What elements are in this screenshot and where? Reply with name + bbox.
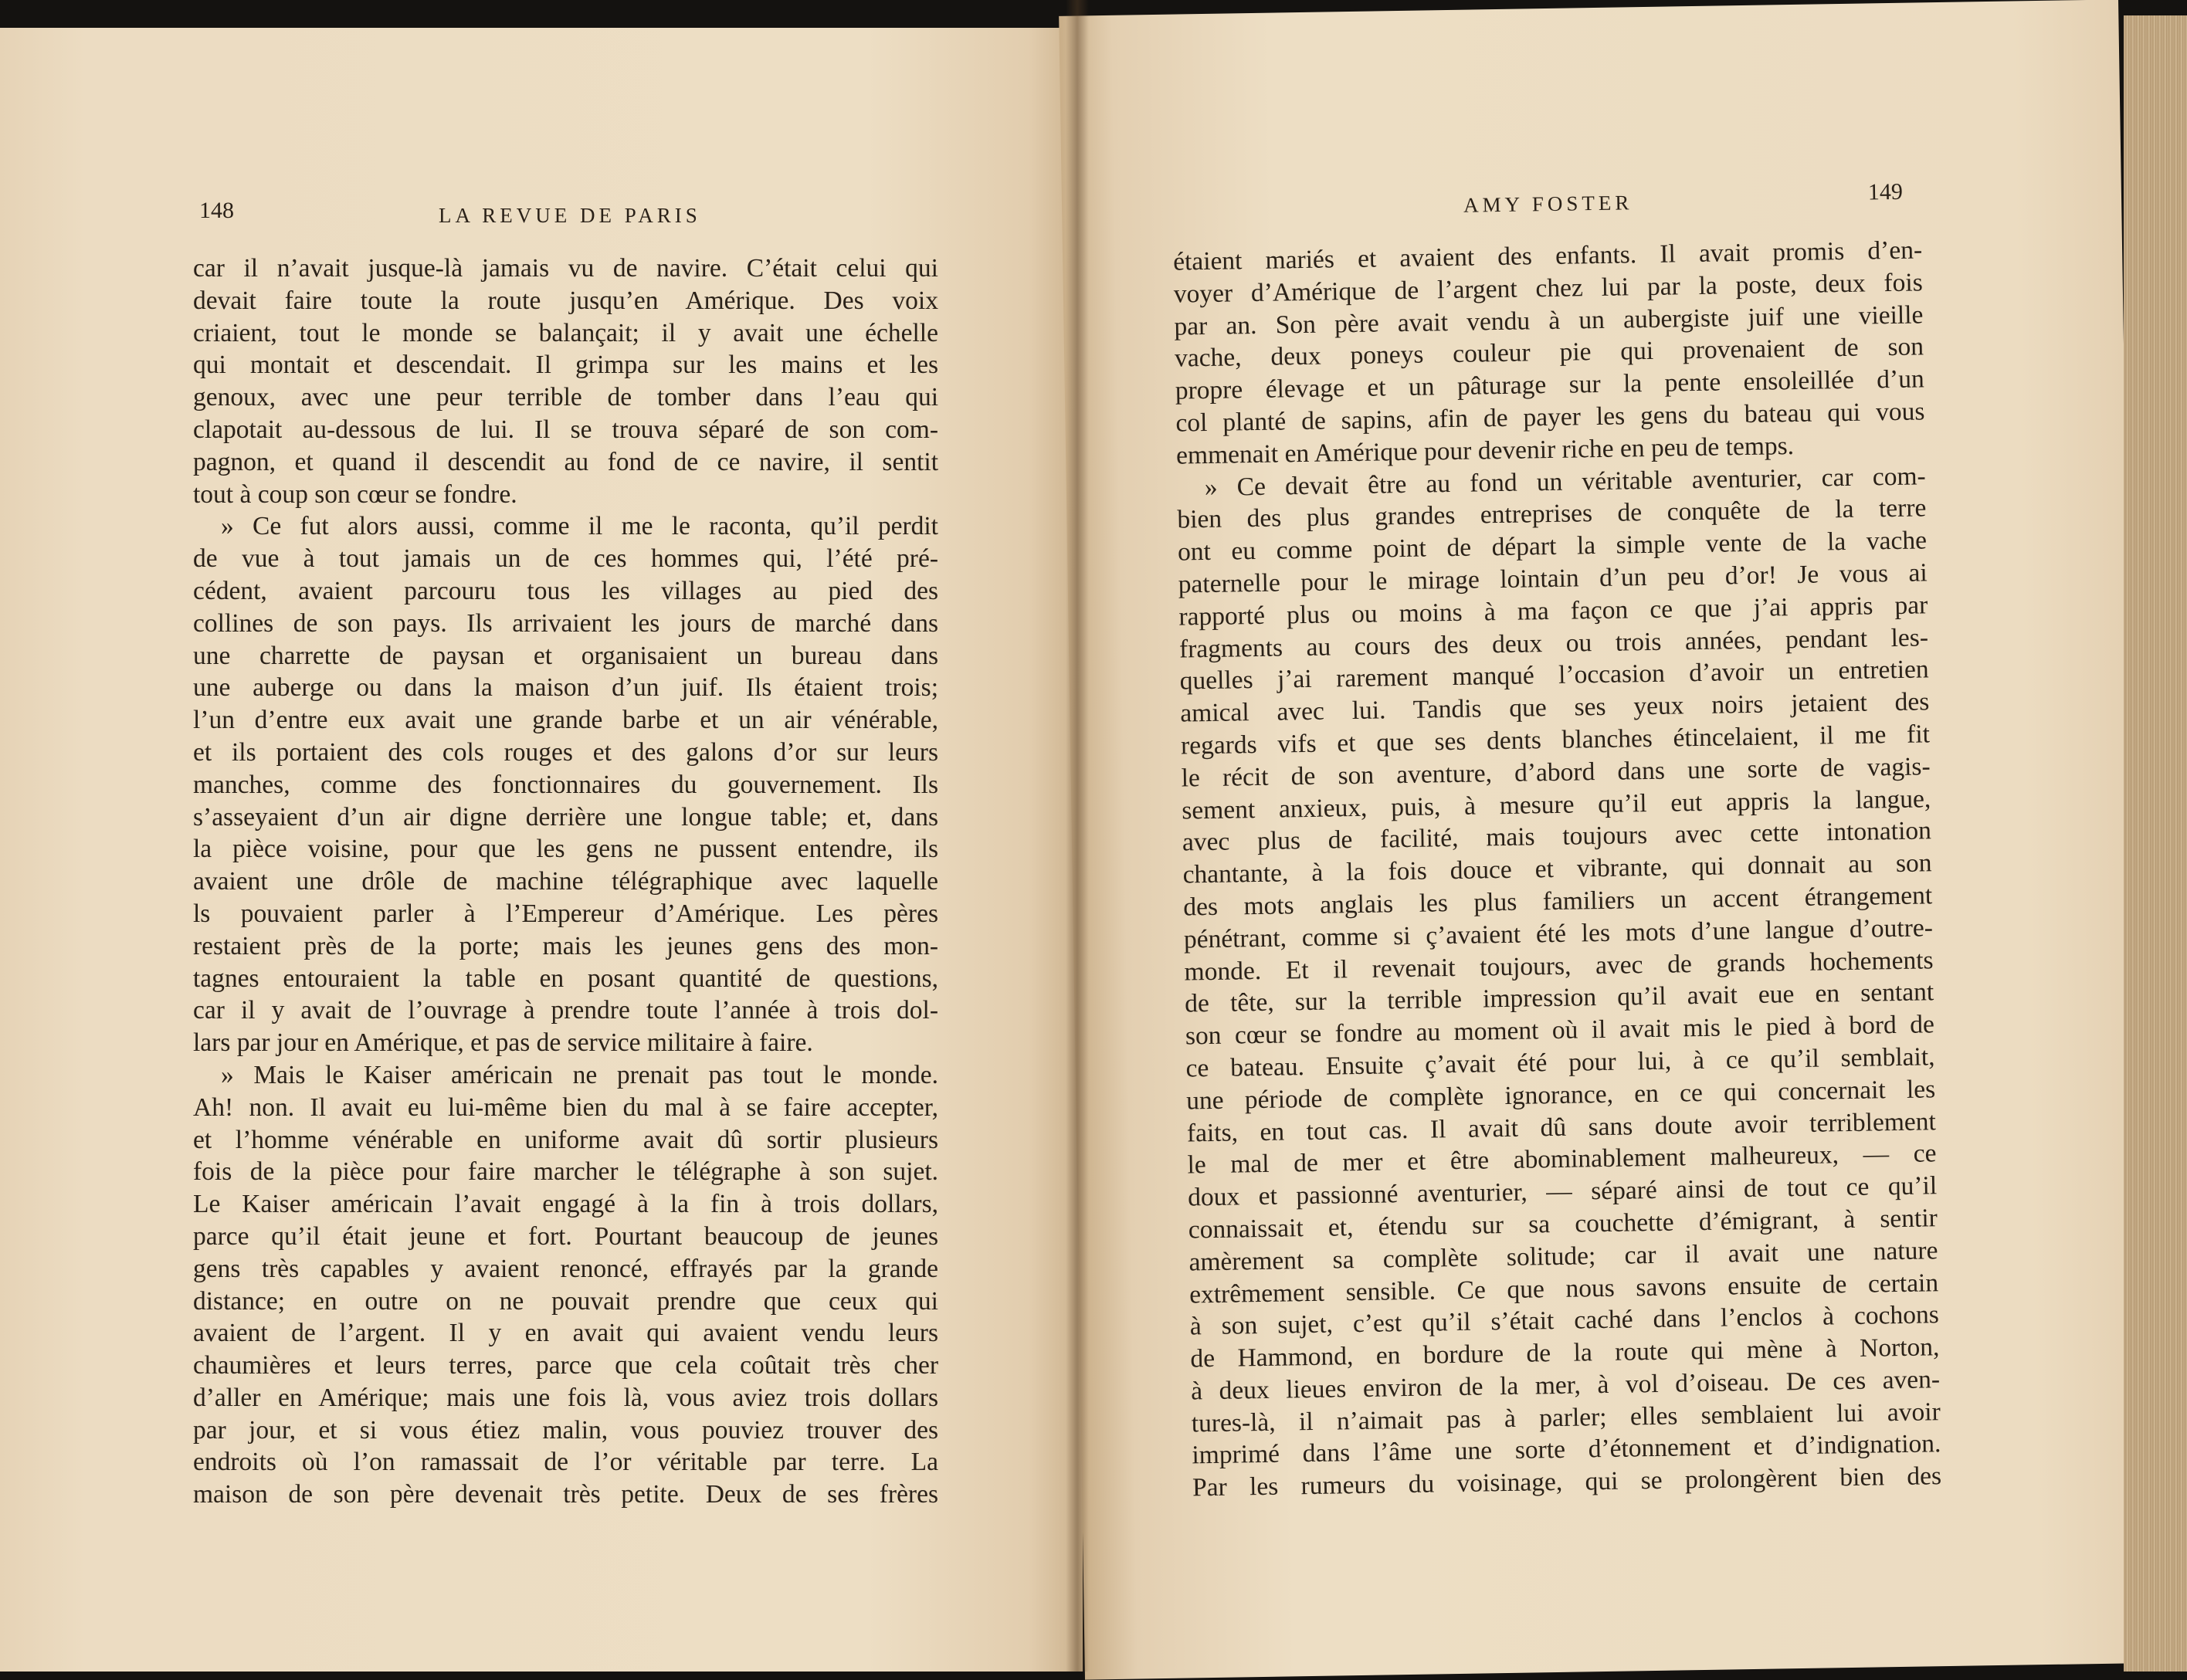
text-line: endroits où l’on ramassait de l’or véritable par terre. La — [193, 1448, 938, 1477]
text-line: s’asseyaient d’un air digne derrière une longue table; et, dans — [193, 802, 938, 832]
text-line: ls pouvaient parler à l’Empereur d’Amérique. Les pères — [193, 899, 938, 928]
text-line: cédent, avaient parcouru tous les villages au pied des — [193, 576, 938, 605]
text-line: propre élevage et un pâturage sur la pente ensoleillée d’un — [1175, 364, 1924, 405]
text-line: paternelle pour le mirage lointain d’un peu d’or! Je vous ai — [1178, 558, 1928, 599]
text-line: pagnon, et quand il descendit au fond de ce navire, il sentit — [193, 447, 938, 476]
text-line: gens très capables y avaient renoncé, effrayés par la grande — [193, 1254, 938, 1283]
text-line: genoux, avec une peur terrible de tomber dans l’eau qui — [193, 383, 938, 412]
text-line: devait faire toute la route jusqu’en Amérique. Des voix — [193, 286, 938, 315]
text-line: à son sujet, c’est qu’il s’était caché dans l’enclos à cochons — [1189, 1300, 1940, 1341]
text-line: vache, deux poneys couleur pie qui provenaient de son — [1174, 332, 1924, 373]
running-head: AMY FOSTER — [1463, 191, 1633, 217]
text-line: regards vifs et que ses dents blanches étincelaient, il me fit — [1180, 720, 1931, 760]
text-line: Par les rumeurs du voisinage, qui se prolongèrent bien des — [1192, 1462, 1942, 1502]
text-line: tures-là, il n’aimait pas à parler; elles semblaient lui avoir — [1191, 1397, 1941, 1438]
text-line: tagnes entouraient la table en posant quantité de questions, — [193, 964, 938, 993]
text-line: avaient de l’argent. Il y en avait qui avaient vendu leurs — [193, 1319, 938, 1348]
text-line: chaumières et leurs terres, parce que cela coûtait très cher — [193, 1351, 938, 1380]
text-line: parce qu’il était jeune et fort. Pourtant beaucoup de jeunes — [193, 1221, 938, 1251]
text-line: et l’homme vénérable en uniforme avait dû sortir plusieurs — [193, 1125, 938, 1154]
text-line: » Ce devait être au fond un véritable aventurier, car com- — [1204, 461, 1926, 502]
book-gutter — [1066, 0, 1089, 1672]
text-line: » Mais le Kaiser américain ne prenait pas tout le monde. — [221, 1060, 938, 1089]
text-line: étaient mariés et avaient des enfants. Il avait promis d’en- — [1172, 235, 1923, 276]
text-line: amical avec lui. Tandis que ses yeux noirs jetaient des — [1180, 687, 1930, 728]
text-line: et ils portaient des cols rouges et des galons d’or sur leurs — [193, 737, 938, 767]
text-line: criaient, tout le monde se balançait; il y avait une échelle — [193, 318, 938, 347]
text-line: connaissait et, étendu sur sa couchette d’émigrant, à sentir — [1188, 1204, 1938, 1245]
text-line: amèrement sa complète solitude; car il avait une nature — [1188, 1235, 1938, 1277]
text-line: de vue à tout jamais un de ces hommes qui, l’été pré- — [193, 544, 938, 574]
text-line: chantante, à la fois douce et vibrante, qui donnait au son — [1182, 848, 1932, 889]
text-line: Ah! non. Il avait eu lui-même bien du mal à se faire accepter, — [193, 1092, 938, 1122]
left-page — [0, 28, 1083, 1672]
text-line: car il n’avait jusque-là jamais vu de navire. C’était celui qui — [193, 254, 938, 283]
text-line: pénétrant, comme si ç’avaient été les mots d’une langue d’outre- — [1183, 913, 1934, 954]
text-line: extrêmement sensible. Ce que nous savons ensuite de certain — [1188, 1268, 1939, 1309]
text-line: de tête, sur la terrible impression qu’il avait eue en sentant — [1184, 977, 1934, 1018]
body-text — [1173, 234, 1941, 1504]
text-line: le récit de son aventure, d’abord dans une sorte de vagis- — [1181, 752, 1931, 793]
text-line: Le Kaiser américain l’avait engagé à la fin à trois dollars, — [193, 1190, 938, 1219]
text-line: fois de la pièce pour faire marcher le télégraphe à son sujet. — [193, 1157, 938, 1187]
text-line: qui montait et descendait. Il grimpa sur les mains et les — [193, 351, 938, 380]
text-line: sement anxieux, puis, à mesure qu’il eut appris la langue, — [1182, 784, 1931, 825]
text-line: avec plus de facilité, mais toujours avec cette intonation — [1182, 816, 1932, 857]
text-line: une charrette de paysan et organisaient un bureau dans — [193, 641, 938, 670]
text-line: avaient une drôle de machine télégraphique avec laquelle — [193, 867, 938, 896]
page-edges — [2124, 15, 2187, 1672]
text-line: maison de son père devenait très petite. Deux de ses frères — [193, 1480, 938, 1509]
text-line: des mots anglais les plus familiers un accent étrangement — [1183, 881, 1933, 922]
text-line: bien des plus grandes entreprises de conquête de la terre — [1177, 493, 1927, 534]
text-line: ont eu comme point de départ la simple vente de la vache — [1177, 526, 1928, 567]
text-line: rapporté plus ou moins à ma façon ce que j’ai appris par — [1178, 591, 1928, 632]
page-number: 148 — [199, 198, 234, 223]
text-line: une période de complète ignorance, en ce qui concernait les — [1185, 1074, 1936, 1116]
text-line: imprimé dans l’âme une sorte d’étonnement et d’indignation. — [1192, 1429, 1941, 1470]
text-line: son cœur se fondre au moment où il avait mis le pied à bord de — [1185, 1010, 1935, 1051]
text-line: quelles j’ai rarement manqué l’occasion d’avoir un entretien — [1179, 655, 1929, 696]
text-line: l’un d’entre eux avait une grande barbe et un air vénérable, — [193, 706, 938, 735]
page-number: 149 — [1867, 178, 1904, 205]
text-line: la pièce voisine, pour que les gens ne pussent entendre, ils — [193, 835, 938, 864]
text-line: doux et passionné aventurier, — séparé ainsi de tout ce qu’il — [1187, 1171, 1938, 1212]
text-line: faits, en tout cas. Il avait dû sans doute avoir terriblement — [1186, 1106, 1937, 1147]
text-line: lars par jour en Amérique, et pas de service militaire à faire. — [193, 1028, 813, 1058]
text-line: par an. Son père avait vendu à un aubergiste juif une vieille — [1174, 300, 1924, 341]
text-line: manches, comme des fonctionnaires du gouvernement. Ils — [193, 770, 938, 799]
text-line: voyer d’Amérique de l’argent chez lui par la poste, deux fois — [1173, 268, 1924, 309]
text-line: monde. Et il revenait toujours, avec de grands hochements — [1184, 945, 1934, 987]
text-line: tout à coup son cœur se fondre. — [193, 479, 517, 509]
text-line: d’aller en Amérique; mais une fois là, vous aviez trois dollars — [193, 1383, 938, 1412]
text-line: car il y avait de l’ouvrage à prendre toute l’année à trois dol- — [193, 996, 938, 1025]
text-line: de Hammond, en bordure de la route qui mène à Norton, — [1190, 1333, 1940, 1373]
running-head: LA REVUE DE PARIS — [439, 204, 701, 227]
text-line: clapotait au-dessous de lui. Il se trouva séparé de son com- — [193, 415, 938, 444]
text-line: distance; en outre on ne pouvait prendre que ceux qui — [193, 1286, 938, 1316]
text-line: ce bateau. Ensuite ç’avait été pour lui, à ce qu’il semblait, — [1185, 1042, 1935, 1083]
body-text — [193, 252, 938, 1511]
text-line: collines de son pays. Ils arrivaient les jours de marché dans — [193, 608, 938, 638]
text-line: fragments au cours des deux ou trois années, pendant les- — [1178, 622, 1929, 664]
text-line: » Ce fut alors aussi, comme il me le raconta, qu’il perdit — [221, 512, 938, 541]
text-line: à deux lieues environ de la mer, à vol d’oiseau. De ces aven- — [1190, 1365, 1941, 1406]
text-line: col planté de sapins, afin de payer les gens du bateau qui vous — [1175, 397, 1925, 438]
text-line: le mal de mer et être abominablement malheureux, — ce — [1187, 1139, 1937, 1180]
text-line: par jour, et si vous étiez malin, vous pouviez trouver des — [193, 1415, 938, 1445]
text-line: restaient près de la porte; mais les jeunes gens des mon- — [193, 931, 938, 960]
right-page — [1059, 0, 2145, 1680]
text-line: emmenait en Amérique pour devenir riche en peu de temps. — [1175, 431, 1795, 470]
text-line: une auberge ou dans la maison d’un juif. Ils étaient trois; — [193, 673, 938, 703]
